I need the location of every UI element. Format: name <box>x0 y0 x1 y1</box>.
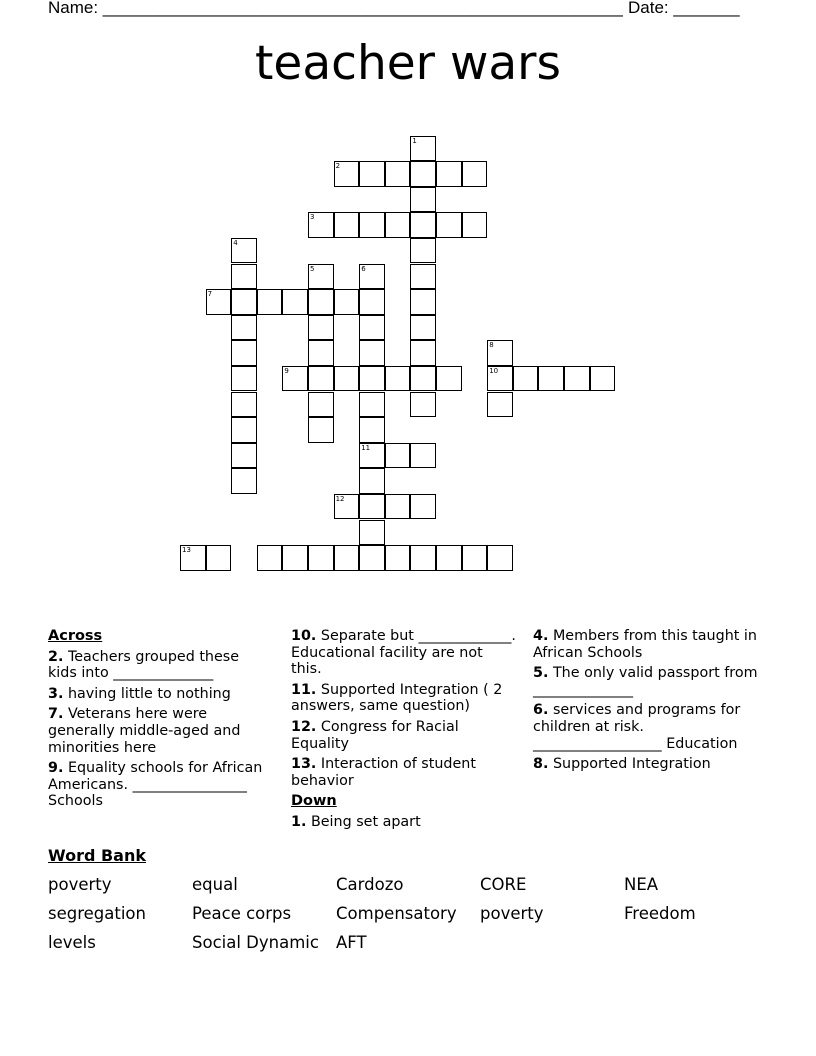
crossword-cell[interactable] <box>590 366 616 392</box>
crossword-cell[interactable] <box>385 494 411 520</box>
across-heading: Across <box>48 628 103 644</box>
clue-text: having little to nothing <box>67 685 231 702</box>
crossword-cell[interactable] <box>410 392 436 418</box>
crossword-cell[interactable] <box>334 289 360 315</box>
clue-number: 7. <box>48 706 64 723</box>
word-bank-item: equal <box>192 875 238 894</box>
word-bank-item: AFT <box>336 933 367 952</box>
clue-text: Interaction of student behavior <box>291 756 476 789</box>
crossword-cell[interactable] <box>359 417 385 443</box>
crossword-cell[interactable] <box>359 340 385 366</box>
clue-text: Teachers grouped these kids into ______________ <box>48 648 240 682</box>
word-bank-item: poverty <box>48 875 112 894</box>
cell-number: 12 <box>335 494 345 503</box>
word-bank-item: levels <box>48 933 96 952</box>
crossword-cell[interactable] <box>282 289 308 315</box>
word-bank-item: NEA <box>624 875 659 894</box>
crossword-cell[interactable] <box>359 468 385 494</box>
clue-down-6 <box>533 702 758 752</box>
crossword-cell[interactable] <box>231 340 257 366</box>
crossword-cell[interactable] <box>436 366 462 392</box>
clue-text: Congress for Racial Equality <box>291 718 459 752</box>
clue-down-4 <box>533 628 758 661</box>
crossword-cell[interactable] <box>538 366 564 392</box>
cell-number: 11 <box>361 443 371 452</box>
crossword-cell[interactable] <box>410 494 436 520</box>
word-bank-item: Social Dynamic <box>192 933 319 952</box>
crossword-cell[interactable] <box>359 392 385 418</box>
clue-text: The only valid passport from ______________ <box>533 665 758 698</box>
clue-down-5 <box>533 665 758 698</box>
cell-number: 4 <box>233 238 238 247</box>
crossword-cell[interactable] <box>231 417 257 443</box>
crossword-cell[interactable] <box>231 366 257 392</box>
crossword-cell[interactable] <box>308 545 334 571</box>
clue-text: Veterans here were generally middle-aged and minorities here <box>48 706 241 756</box>
cell-number: 10 <box>489 366 499 375</box>
crossword-cell[interactable] <box>564 366 590 392</box>
cell-number: 7 <box>207 290 213 299</box>
clue-across-12 <box>291 719 516 752</box>
crossword-cell[interactable] <box>410 238 436 264</box>
clue-number: 3. <box>48 685 64 702</box>
clues-column-2 <box>291 628 516 835</box>
crossword-cell[interactable] <box>359 289 385 315</box>
crossword-cell[interactable] <box>231 392 257 418</box>
name-field[interactable]: Name: _______________________________________________________ <box>48 0 623 17</box>
cell-number: 13 <box>182 546 191 555</box>
clue-number: 1. <box>291 813 307 830</box>
clue-number: 5. <box>533 665 549 682</box>
crossword-cell[interactable] <box>410 264 436 290</box>
crossword-cell[interactable] <box>385 212 411 238</box>
crossword-cell[interactable] <box>231 264 257 290</box>
clues-column-1 <box>48 628 268 814</box>
clues-column-3 <box>533 628 758 777</box>
word-bank-item: Freedom <box>624 904 696 923</box>
crossword-cell[interactable] <box>334 212 360 238</box>
crossword-cell[interactable] <box>308 315 334 341</box>
clue-across-2 <box>48 649 268 682</box>
crossword-cell[interactable] <box>385 545 411 571</box>
clue-text: Supported Integration ( 2 answers, same question) <box>291 681 503 715</box>
crossword-cell[interactable] <box>231 443 257 469</box>
clue-number: 8. <box>533 756 549 773</box>
crossword-cell[interactable] <box>231 468 257 494</box>
crossword-cell[interactable] <box>359 315 385 341</box>
clue-down-8 <box>533 756 758 773</box>
crossword-cell[interactable] <box>436 545 462 571</box>
crossword-cell[interactable] <box>257 289 283 315</box>
crossword-cell[interactable] <box>282 545 308 571</box>
crossword-cell[interactable] <box>410 187 436 213</box>
crossword-cell[interactable] <box>359 494 385 520</box>
clue-number: 11. <box>291 681 317 698</box>
crossword-cell[interactable] <box>206 545 232 571</box>
clue-number: 13. <box>291 756 317 773</box>
clue-text: Members from this taught in African Schools <box>533 628 757 661</box>
crossword-cell[interactable] <box>410 340 436 366</box>
word-bank-heading: Word Bank <box>48 846 147 865</box>
word-bank-item: Compensatory <box>336 904 457 923</box>
clue-text: services and programs for children at risk. __________________ Education <box>533 702 741 752</box>
word-bank <box>48 846 768 952</box>
clue-text: Equality schools for African Americans. ________________ Schools <box>48 760 263 810</box>
clue-number: 9. <box>48 760 64 777</box>
crossword-cell[interactable] <box>410 366 436 392</box>
word-bank-item: Peace corps <box>192 904 292 923</box>
crossword-cell[interactable] <box>308 366 334 392</box>
clue-text: Being set apart <box>310 813 421 830</box>
crossword-cell[interactable] <box>462 161 488 187</box>
clue-number: 4. <box>533 628 549 644</box>
crossword-cell[interactable] <box>334 545 360 571</box>
date-field[interactable]: Date: _______ <box>628 0 740 17</box>
clue-across-11 <box>291 682 516 715</box>
crossword-cell[interactable] <box>513 366 539 392</box>
word-bank-item: CORE <box>480 875 527 894</box>
clue-across-9 <box>48 760 268 810</box>
clue-across-13 <box>291 756 516 789</box>
crossword-cell[interactable] <box>436 161 462 187</box>
cell-number: 9 <box>284 366 289 375</box>
word-bank-item: Cardozo <box>336 875 404 894</box>
crossword-cell[interactable] <box>231 289 257 315</box>
crossword-cell[interactable] <box>334 366 360 392</box>
word-bank-list <box>48 875 768 952</box>
crossword-cell[interactable] <box>487 545 513 571</box>
crossword-cell[interactable] <box>308 392 334 418</box>
clue-text: Separate but _____________. Educational facility are not this. <box>291 628 516 678</box>
crossword-cell[interactable] <box>257 545 283 571</box>
crossword-cell[interactable] <box>410 212 436 238</box>
crossword-cell[interactable] <box>359 212 385 238</box>
clue-number: 6. <box>533 702 549 719</box>
cell-number: 3 <box>310 213 315 222</box>
down-heading: Down <box>291 793 337 810</box>
clue-number: 12. <box>291 718 317 735</box>
clue-across-3 <box>48 686 268 703</box>
crossword-cell[interactable] <box>308 340 334 366</box>
crossword-cell[interactable] <box>410 315 436 341</box>
crossword-cell[interactable] <box>462 212 488 238</box>
clue-number: 2. <box>48 648 64 665</box>
crossword-cell[interactable] <box>487 392 513 418</box>
crossword-cell[interactable] <box>410 545 436 571</box>
clue-across-10 <box>291 628 516 678</box>
crossword-cell[interactable] <box>359 366 385 392</box>
crossword-cell[interactable] <box>385 443 411 469</box>
crossword-cell[interactable] <box>359 161 385 187</box>
crossword-cell[interactable] <box>308 289 334 315</box>
cell-number: 5 <box>310 264 315 273</box>
crossword-cell[interactable] <box>410 443 436 469</box>
crossword-cell[interactable] <box>462 545 488 571</box>
crossword-cell[interactable] <box>410 289 436 315</box>
clue-text: Supported Integration <box>552 756 711 773</box>
puzzle-title: teacher wars <box>254 36 561 91</box>
cell-number: 2 <box>335 162 341 171</box>
cell-number: 8 <box>489 341 494 350</box>
clue-down-1 <box>291 814 516 831</box>
crossword-cell[interactable] <box>410 161 436 187</box>
crossword-cell[interactable] <box>359 545 385 571</box>
clue-across-7 <box>48 706 268 756</box>
clue-number: 10. <box>291 628 317 644</box>
crossword-cell[interactable] <box>385 161 411 187</box>
cell-number: 6 <box>361 264 366 273</box>
crossword-cell[interactable] <box>308 417 334 443</box>
word-bank-item: poverty <box>480 904 544 923</box>
cell-number: 1 <box>412 136 417 145</box>
crossword-cell[interactable] <box>436 212 462 238</box>
crossword-cell[interactable] <box>359 520 385 546</box>
crossword-cell[interactable] <box>231 315 257 341</box>
word-bank-item: segregation <box>48 904 146 923</box>
crossword-cell[interactable] <box>385 366 411 392</box>
